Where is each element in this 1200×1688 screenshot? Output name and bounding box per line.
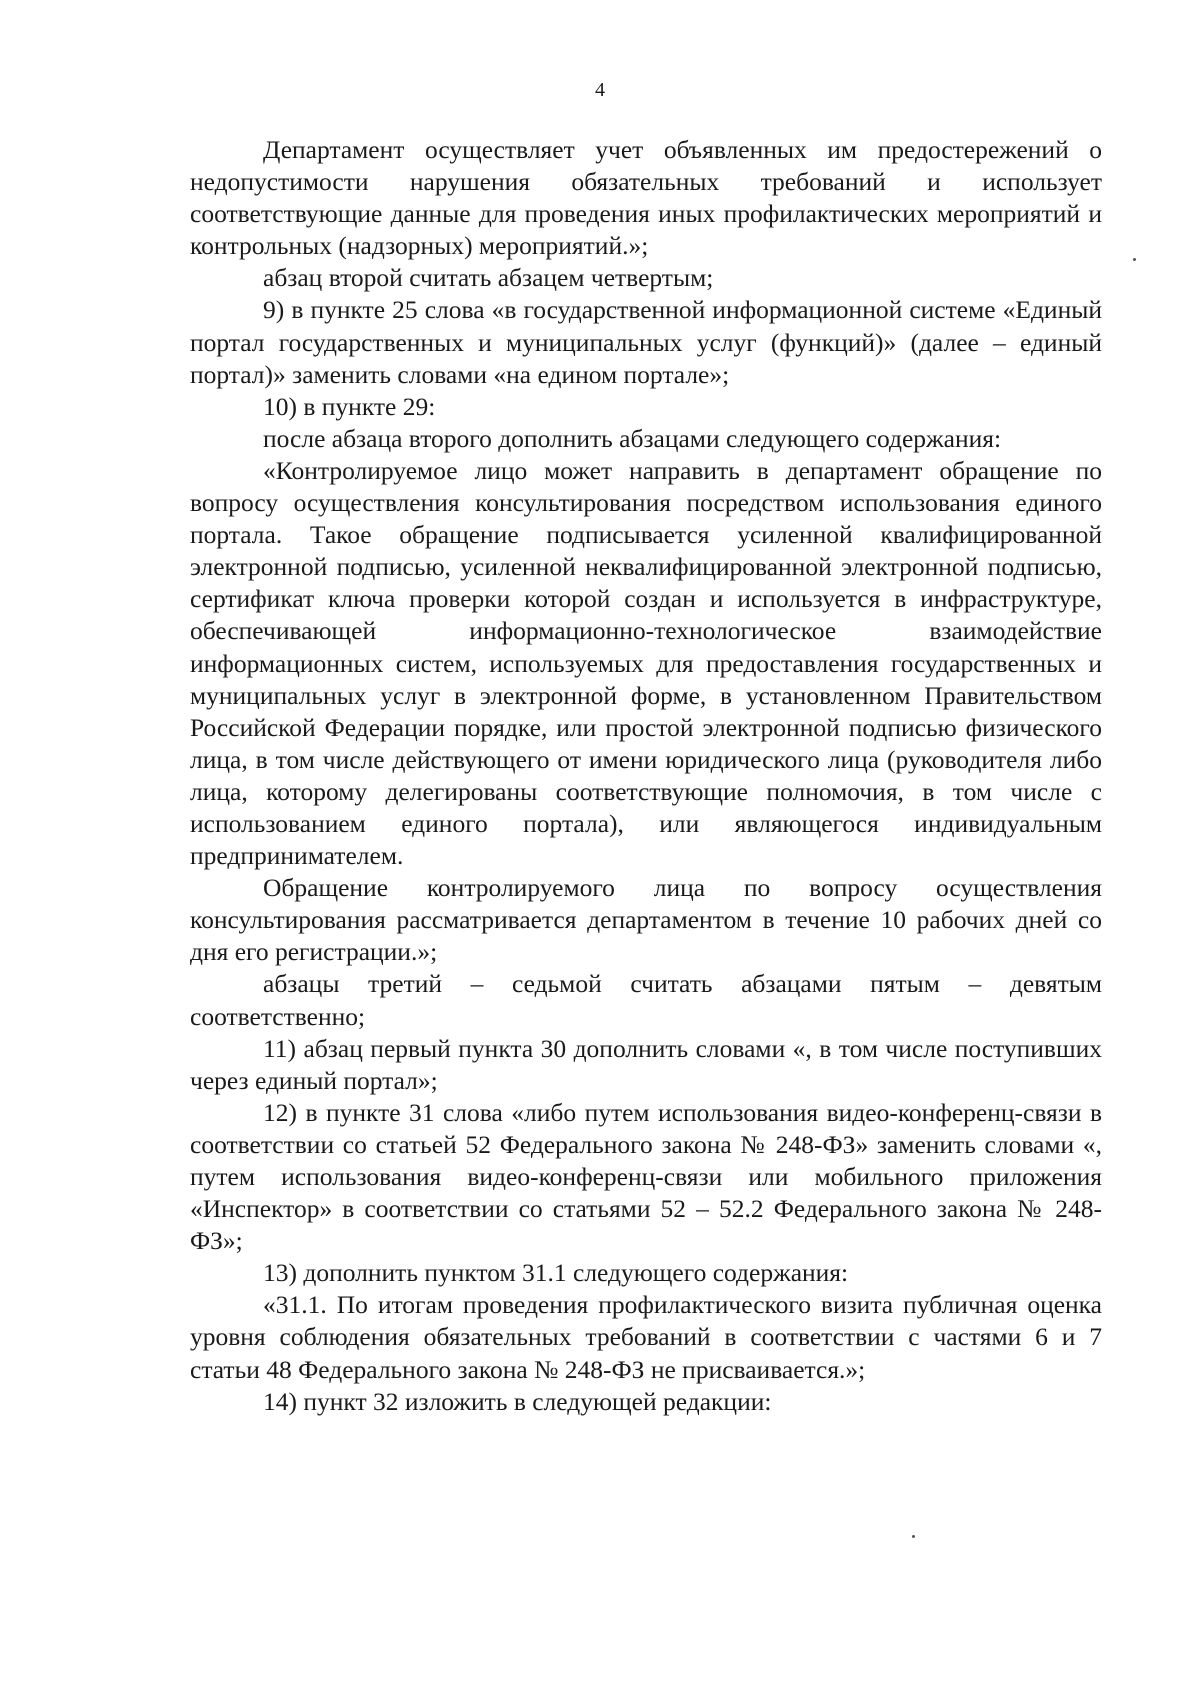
paragraph-after-second: после абзаца второго дополнить абзацами следующего содержания:: [263, 423, 1002, 453]
document-body: [190, 134, 1102, 1418]
scan-speck: [912, 1535, 915, 1538]
paragraph-item-10: 10) в пункте 29:: [263, 391, 436, 421]
paragraph-department-accounting: Департамент осуществляет учет объявленных им предостережений о недопустимости нарушения обязательных требований и использует соответствующие данные для проведения иных профилактических мероприятий и контрольных (надзорных) мероприятий.»;: [190, 135, 1102, 261]
scan-speck: [1133, 258, 1136, 261]
paragraph-item-13: 13) дополнить пунктом 31.1 следующего содержания:: [263, 1258, 849, 1288]
paragraph-second-to-fourth: абзац второй считать абзацем четвертым;: [263, 263, 714, 293]
paragraph-item-31-1: «31.1. По итогам проведения профилактического визита публичная оценка уровня соблюдения обязательных требований в соответствии с частями 6 и 7 статьи 48 Федерального закона № 248-ФЗ не присваивается.»;: [190, 1290, 1102, 1384]
paragraph-item-14: 14) пункт 32 изложить в следующей редакции:: [263, 1386, 772, 1416]
paragraph-controlled-person-appeal: «Контролируемое лицо может направить в департамент обращение по вопросу осуществления консультирования посредством использования единого портала. Такое обращение подписывается усиленной квалифицированной электронной подписью, усиленной неквалифицированной электронной подписью, сертификат ключа проверки которой создан и используется в инфраструктуре, обеспечивающей информационно-технологическое взаимодействие информационных систем, используемых для предоставления государственных и муниципальных услуг в электронной форме, в установленном Правительством Российской Федерации порядке, или простой электронной подписью физического лица, в том числе действующего от имени юридического лица (руководителя либо лица, которому делегированы соответствующие полномочия, в том числе с использованием единого портала), или являющегося индивидуальным предпринимателем.: [190, 455, 1102, 871]
paragraph-appeal-review: Обращение контролируемого лица по вопросу осуществления консультирования рассматривается департаментом в течение 10 рабочих дней со дня его регистрации.»;: [190, 873, 1102, 967]
paragraph-item-12: 12) в пункте 31 слова «либо путем использования видео-конференц-связи в соответствии со статьей 52 Федерального закона № 248-ФЗ» заменить словами «, путем использования видео-конференц-связи или мобильного приложения «Инспектор» в соответствии со статьями 52 – 52.2 Федерального закона № 248-ФЗ»;: [190, 1097, 1102, 1256]
paragraph-item-9: 9) в пункте 25 слова «в государственной информационной системе «Единый портал государственных и муниципальных услуг (функций)» (далее – единый портал)» заменить словами «на едином портале»;: [190, 295, 1102, 389]
paragraph-item-11: 11) абзац первый пункта 30 дополнить словами «, в том числе поступивших через единый портал»;: [190, 1033, 1102, 1095]
page-number: 4: [595, 79, 605, 101]
paragraph-renumbering: абзацы третий – седьмой считать абзацами пятым – девятым соответственно;: [190, 969, 1102, 1031]
